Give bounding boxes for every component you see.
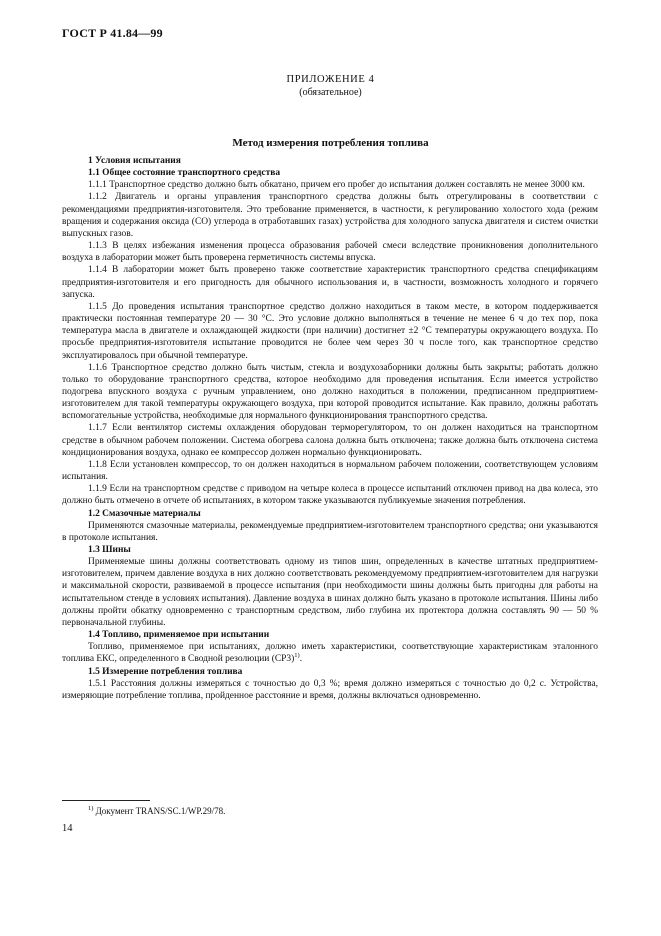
paragraph-1-1-8: 1.1.8 Если установлен компрессор, то он должен находиться в нормальном рабочем положении, соответствующем условиям испытания. (62, 459, 598, 483)
paragraph-1-1-9: 1.1.9 Если на транспортном средстве с приводом на четыре колеса в процессе испытаний отключен привод на два колеса, это должно быть отмечено в отчете об испытаниях, в котором также указываются публикуемые значения потребления. (62, 484, 598, 507)
appendix-subtitle: (обязательное) (299, 87, 362, 98)
paragraph-1-4-text: Топливо, применяемое при испытаниях, должно иметь характеристики, соответствующие характеристикам эталонного топлива ЕКС, определенного в Сводной резолюции (СР3) (62, 642, 598, 665)
section-1-4-heading: 1.4 Топливо, применяемое при испытании (88, 630, 270, 641)
page-number: 14 (62, 823, 73, 834)
footnote (88, 806, 225, 816)
paragraph-1-1-1: 1.1.1 Транспортное средство должно быть обкатано, причем его пробег до испытания должен составлять не менее 3000 км. (88, 180, 585, 191)
paragraph-1-1-4: 1.1.4 В лаборатории может быть проверено также соответствие характеристик транспортного средства спецификациям предприятия-изготовителя и его пригодность для обычного использования и, в частности, возможность холодного и горячего запуска. (62, 265, 598, 300)
paragraph-1-1-3: 1.1.3 В целях избежания изменения процесса образования рабочей смеси вследствие проникновения дополнительного воздуха в лаборатории может быть проверена герметичность системы впуска. (62, 241, 598, 264)
footnote-text: Документ TRANS/SC.1/WP.29/78. (93, 806, 226, 816)
paragraph-1-4 (62, 641, 598, 665)
paragraph-1-5-1: 1.5.1 Расстояния должны измеряться с точностью до 0,3 %; время должно измеряться с точностью до 0,2 с. Устройства, измеряющие потребление топлива, пройденное расстояние и время, должны включаться одновременно. (62, 678, 598, 701)
paragraph-1-1-2: 1.1.2 Двигатель и органы управления транспортного средства должны быть отрегулированы в соответствии с рекомендациями предприятия-изготовителя. Это требование применяется, в частности, к регулированию холостого хода (режим вращения и содержания оксида (СО) углерода в отработавших газах) устройства для холодного запуска двигателя и систем очистки выпускных газов. (62, 192, 598, 239)
document-body (62, 155, 598, 702)
paragraph-1-2: Применяются смазочные материалы, рекомендуемые предприятием-изготовителем транспортного средства; они указываются в протоколе испытания. (62, 520, 598, 543)
document-title: Метод измерения потребления топлива (232, 137, 429, 149)
paragraph-1-1-5: 1.1.5 До проведения испытания транспортное средство должно находиться в таком месте, в котором поддерживается практически постоянная температуре 20 — 30 °С. Это условие должно выполняться в течение не менее 6 ч до тех пор, пока температура масла в двигателе и охлаждающей жидкости (при наличии) достигнет ±2 °С температуры окружающего воздуха. По просьбе предприятия-изготовителя испытание проводится не более чем через 30 ч после того, как транспортное средство эксплуатировалось при обычной температуре. (62, 301, 598, 361)
footnote-divider (62, 800, 150, 801)
section-1-1-heading: 1.1 Общее состояние транспортного средства (88, 168, 281, 179)
appendix-title: ПРИЛОЖЕНИЕ 4 (286, 74, 375, 85)
section-1-2-heading: 1.2 Смазочные материалы (88, 508, 201, 519)
document-header: ГОСТ Р 41.84—99 (62, 26, 163, 40)
paragraph-1-1-6: 1.1.6 Транспортное средство должно быть чистым, стекла и воздухозаборники должны быть закрыты; работать должно только то оборудование транспортного средства, которое необходимо для проведения испытания. Если имеется устройство подогрева впускного воздуха с ручным управлением, оно должно находиться в положении, предписанном предприятием-изготовителем для такой температуры окружающего воздуха, при которой проводится испытание. Как правило, должны работать вспомогательные устройства, необходимые для нормального функционирования транспортного средства. (62, 362, 598, 422)
footnote-mark: 1) (88, 805, 94, 812)
section-1-5-heading: 1.5 Измерение потребления топлива (88, 666, 243, 677)
paragraph-1-4-end: . (299, 654, 303, 665)
paragraph-1-1-7: 1.1.7 Если вентилятор системы охлаждения оборудован терморегулятором, то он должен находиться на транспортном средстве в обычном рабочем положении. Система обогрева салона должна быть отключена; также должна быть отключена система кондиционирования воздуха, однако ее компрессор должен нормально функционировать. (62, 423, 598, 458)
paragraph-1-3: Применяемые шины должны соответствовать одному из типов шин, определенных в качестве штатных предприятием-изготовителем, причем давление воздуха в них должно соответствовать рекомендуемому предприятием-изготовителем для нагрузки и максимальной скорости, развиваемой в процессе испытания (при необходимости шины должны быть пригодны для работы на испытательном стенде в условиях испытания). Давление воздуха в шинах должно быть указано в протоколе испытания. Шины либо должны пройти обкатку одновременно с транспортным средством, либо глубина их протектора должна составлять 90 — 50 % первоначальной глубины. (62, 557, 598, 628)
footnote-reference: 1) (294, 652, 300, 660)
section-1-3-heading: 1.3 Шины (88, 545, 131, 555)
section-1-heading: 1 Условия испытания (88, 156, 181, 166)
